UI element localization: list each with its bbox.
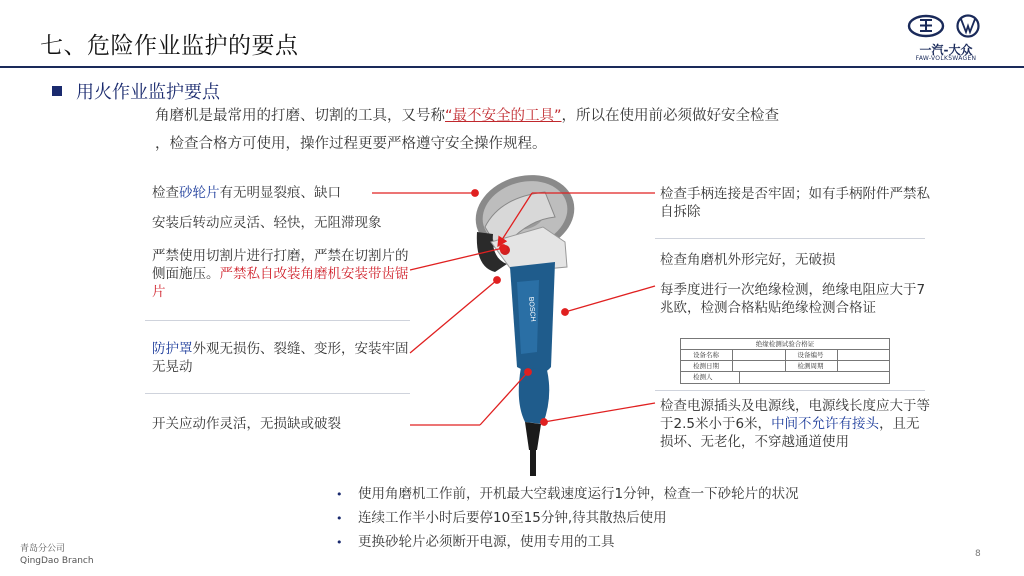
note-text: 严禁使用切割片进行打磨，严禁在切割片的侧面施压。 bbox=[152, 248, 409, 282]
list-item-text: 连续工作半小时后要停10至15分钟,待其散热后使用 bbox=[358, 510, 667, 526]
note-handle: 检查手柄连接是否牢固；如有手柄附件严禁私自拆除 bbox=[660, 186, 930, 220]
page-number: 8 bbox=[975, 549, 981, 559]
footer-branch-en: QingDao Branch bbox=[20, 556, 94, 566]
certificate-title: 绝缘检测试验合格证 bbox=[681, 339, 889, 350]
logo-brand-en: FAW-VOLKSWAGEN bbox=[915, 55, 977, 62]
note-keyword: 砂轮片 bbox=[179, 185, 220, 201]
certificate-cell: 检测周期 bbox=[786, 361, 838, 371]
note-insulation: 每季度进行一次绝缘检测，绝缘电阻应大于7兆欧，检测合格粘贴绝缘检测合格证 bbox=[660, 282, 926, 316]
note-keyword: 防护罩 bbox=[152, 341, 193, 357]
note-housing: 检查角磨机外形完好，无破损 bbox=[660, 252, 836, 268]
list-item-text: 使用角磨机工作前，开机最大空载速度运行1分钟，检查一下砂轮片的状况 bbox=[358, 486, 799, 502]
arrow-handle-2 bbox=[498, 193, 532, 246]
note-text: ，且无损坏、无老化，不穿越通道使用 bbox=[660, 416, 920, 450]
certificate-cell: 检测日期 bbox=[681, 361, 733, 371]
note-text: 检查 bbox=[152, 185, 179, 201]
logo-brand-text: 一汽-大众 bbox=[919, 43, 973, 57]
footer-branch-cn: 青岛分公司 bbox=[20, 544, 66, 554]
certificate-cell: 设备编号 bbox=[786, 350, 838, 360]
certificate-cell: 设备名称 bbox=[681, 350, 733, 360]
list-item-text: 更换砂轮片必须断开电源，使用专用的工具 bbox=[358, 534, 615, 550]
arrow-guard bbox=[410, 280, 497, 353]
list-item bbox=[336, 482, 799, 506]
slide-title: 七、危险作业监护的要点 bbox=[40, 33, 299, 59]
section-heading-text: 用火作业监护要点 bbox=[76, 82, 220, 103]
note-text: 检查电源插头及电源线，电源线长度应大于等于2.5米小于6米， bbox=[660, 398, 930, 432]
intro-highlight: “最不安全的工具” bbox=[445, 108, 562, 124]
intro-line-2: ，检查合格方可使用，操作过程更要严格遵守安全操作规程。 bbox=[155, 136, 547, 152]
note-text: 有无明显裂痕、缺口 bbox=[219, 185, 341, 201]
intro-text: 角磨机是最常用的打磨、切割的工具，又号称 bbox=[155, 108, 445, 124]
arrow-cord bbox=[544, 403, 655, 422]
bullet-dot-icon: • bbox=[336, 488, 343, 501]
note-keyword: 中间不允许有接头 bbox=[771, 416, 880, 432]
arrow-cutting bbox=[410, 248, 503, 270]
note-switch: 开关应动作灵活，无损缺或破裂 bbox=[152, 416, 341, 432]
note-rotation: 安装后转动应灵活、轻快，无阻滞现象 bbox=[152, 215, 382, 231]
certificate-cell: 检测人 bbox=[681, 372, 740, 383]
intro-text-tail: ，所以在使用前必须做好安全检查 bbox=[561, 108, 780, 124]
list-item bbox=[336, 530, 799, 554]
bottom-bullet-list bbox=[336, 482, 799, 554]
note-text: 外观无损伤、裂缝、变形，安装牢固无晃动 bbox=[152, 341, 409, 375]
note-warning: 严禁私自改装角磨机安装带齿锯片 bbox=[152, 266, 409, 300]
list-item bbox=[336, 506, 799, 530]
bullet-dot-icon: • bbox=[336, 512, 343, 525]
bullet-dot-icon: • bbox=[336, 536, 343, 549]
arrow-housing bbox=[565, 286, 655, 312]
tool-brand-label: BOSCH bbox=[527, 296, 537, 322]
arrow-switch-2 bbox=[480, 372, 528, 425]
